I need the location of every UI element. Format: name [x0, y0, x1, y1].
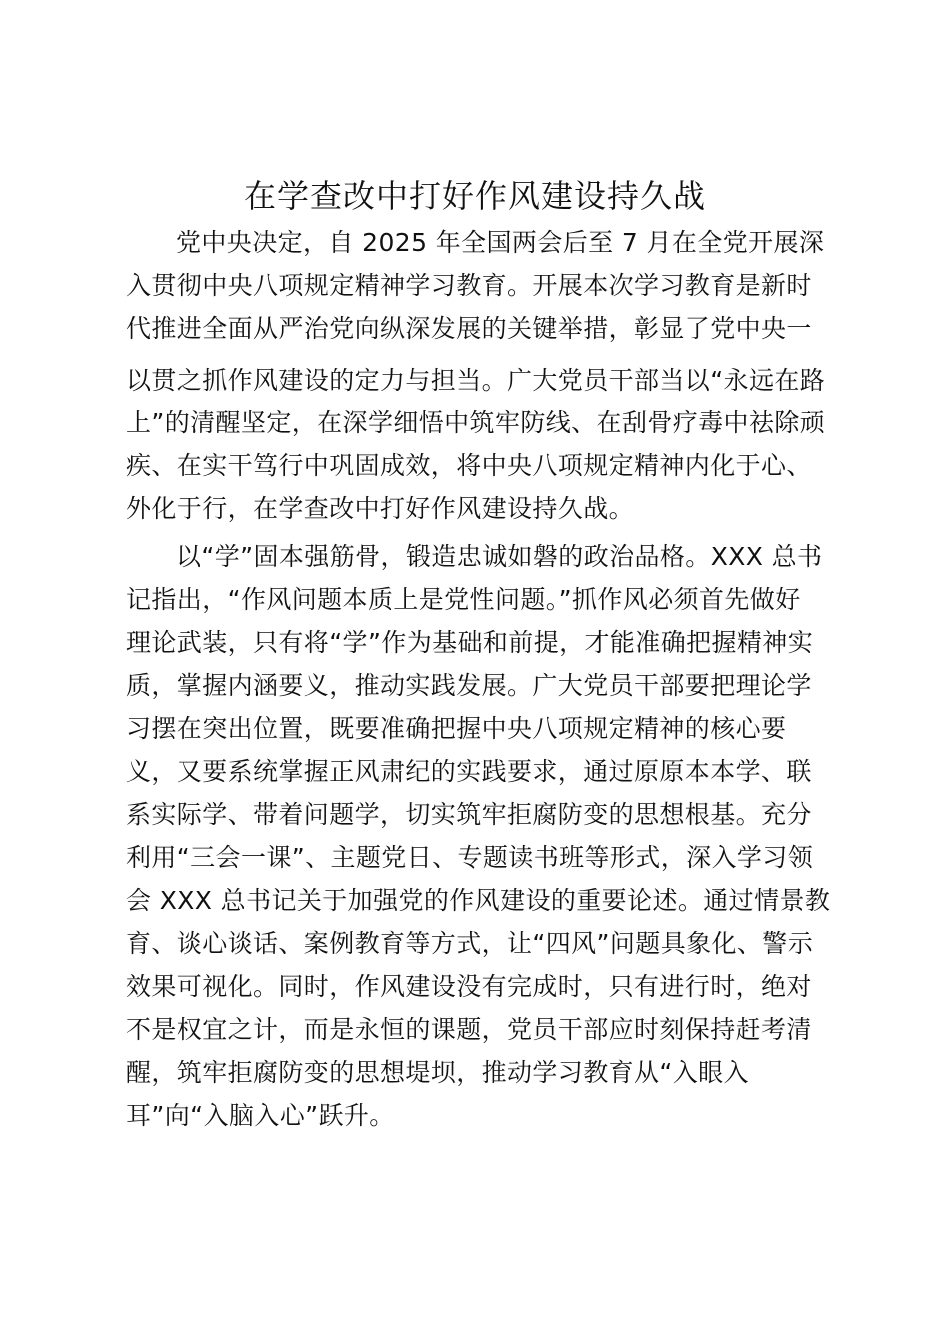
paragraph-line: 以贯之抓作风建设的定力与担当。广大党员干部当以“永远在路 — [126, 366, 826, 395]
paragraph-line: 会 XXX 总书记关于加强党的作风建设的重要论述。通过情景教 — [126, 886, 831, 915]
paragraph-line: 疾、在实干笃行中巩固成效，将中央八项规定精神内化于心、 — [126, 451, 812, 480]
paragraph-line: 外化于行，在学查改中打好作风建设持久战。 — [126, 494, 635, 523]
paragraph-line: 醒，筑牢拒腐防变的思想堤坝，推动学习教育从“入眼入 — [126, 1058, 749, 1087]
paragraph-line: 系实际学、带着问题学，切实筑牢拒腐防变的思想根基。充分 — [126, 800, 812, 829]
paragraph-line: 利用“三会一课”、主题党日、专题读书班等形式，深入学习领 — [126, 843, 814, 872]
paragraph-line: 耳”向“入脑入心”跃升。 — [126, 1101, 395, 1130]
paragraph-line: 代推进全面从严治党向纵深发展的关键举措，彰显了党中央一 — [126, 314, 812, 343]
paragraph-line: 效果可视化。同时，作风建设没有完成时，只有进行时，绝对 — [126, 972, 812, 1001]
paragraph-line: 上”的清醒坚定，在深学细悟中筑牢防线、在刮骨疗毒中祛除顽 — [126, 408, 826, 437]
document-title: 在学查改中打好作风建设持久战 — [243, 177, 706, 215]
paragraph-line: 入贯彻中央八项规定精神学习教育。开展本次学习教育是新时 — [126, 271, 812, 300]
paragraph-line: 不是权宜之计，而是永恒的课题，党员干部应时刻保持赶考清 — [126, 1015, 812, 1044]
paragraph-line: 记指出，“作风问题本质上是党性问题。”抓作风必须首先做好 — [126, 585, 801, 614]
paragraph-line: 育、谈心谈话、案例教育等方式，让“四风”问题具象化、警示 — [126, 929, 814, 958]
paragraph-line: 以“学”固本强筋骨，锻造忠诚如磐的政治品格。XXX 总书 — [176, 542, 823, 571]
paragraph-line: 义，又要系统掌握正风肃纪的实践要求，通过原原本本学、联 — [126, 757, 812, 786]
paragraph-line: 习摆在突出位置，既要准确把握中央八项规定精神的核心要 — [126, 714, 787, 743]
paragraph-line: 党中央决定，自 2025 年全国两会后至 7 月在全党开展深 — [176, 228, 825, 257]
paragraph-line: 质，掌握内涵要义，推动实践发展。广大党员干部要把理论学 — [126, 671, 812, 700]
paragraph-line: 理论武装，只有将“学”作为基础和前提，才能准确把握精神实 — [126, 628, 814, 657]
